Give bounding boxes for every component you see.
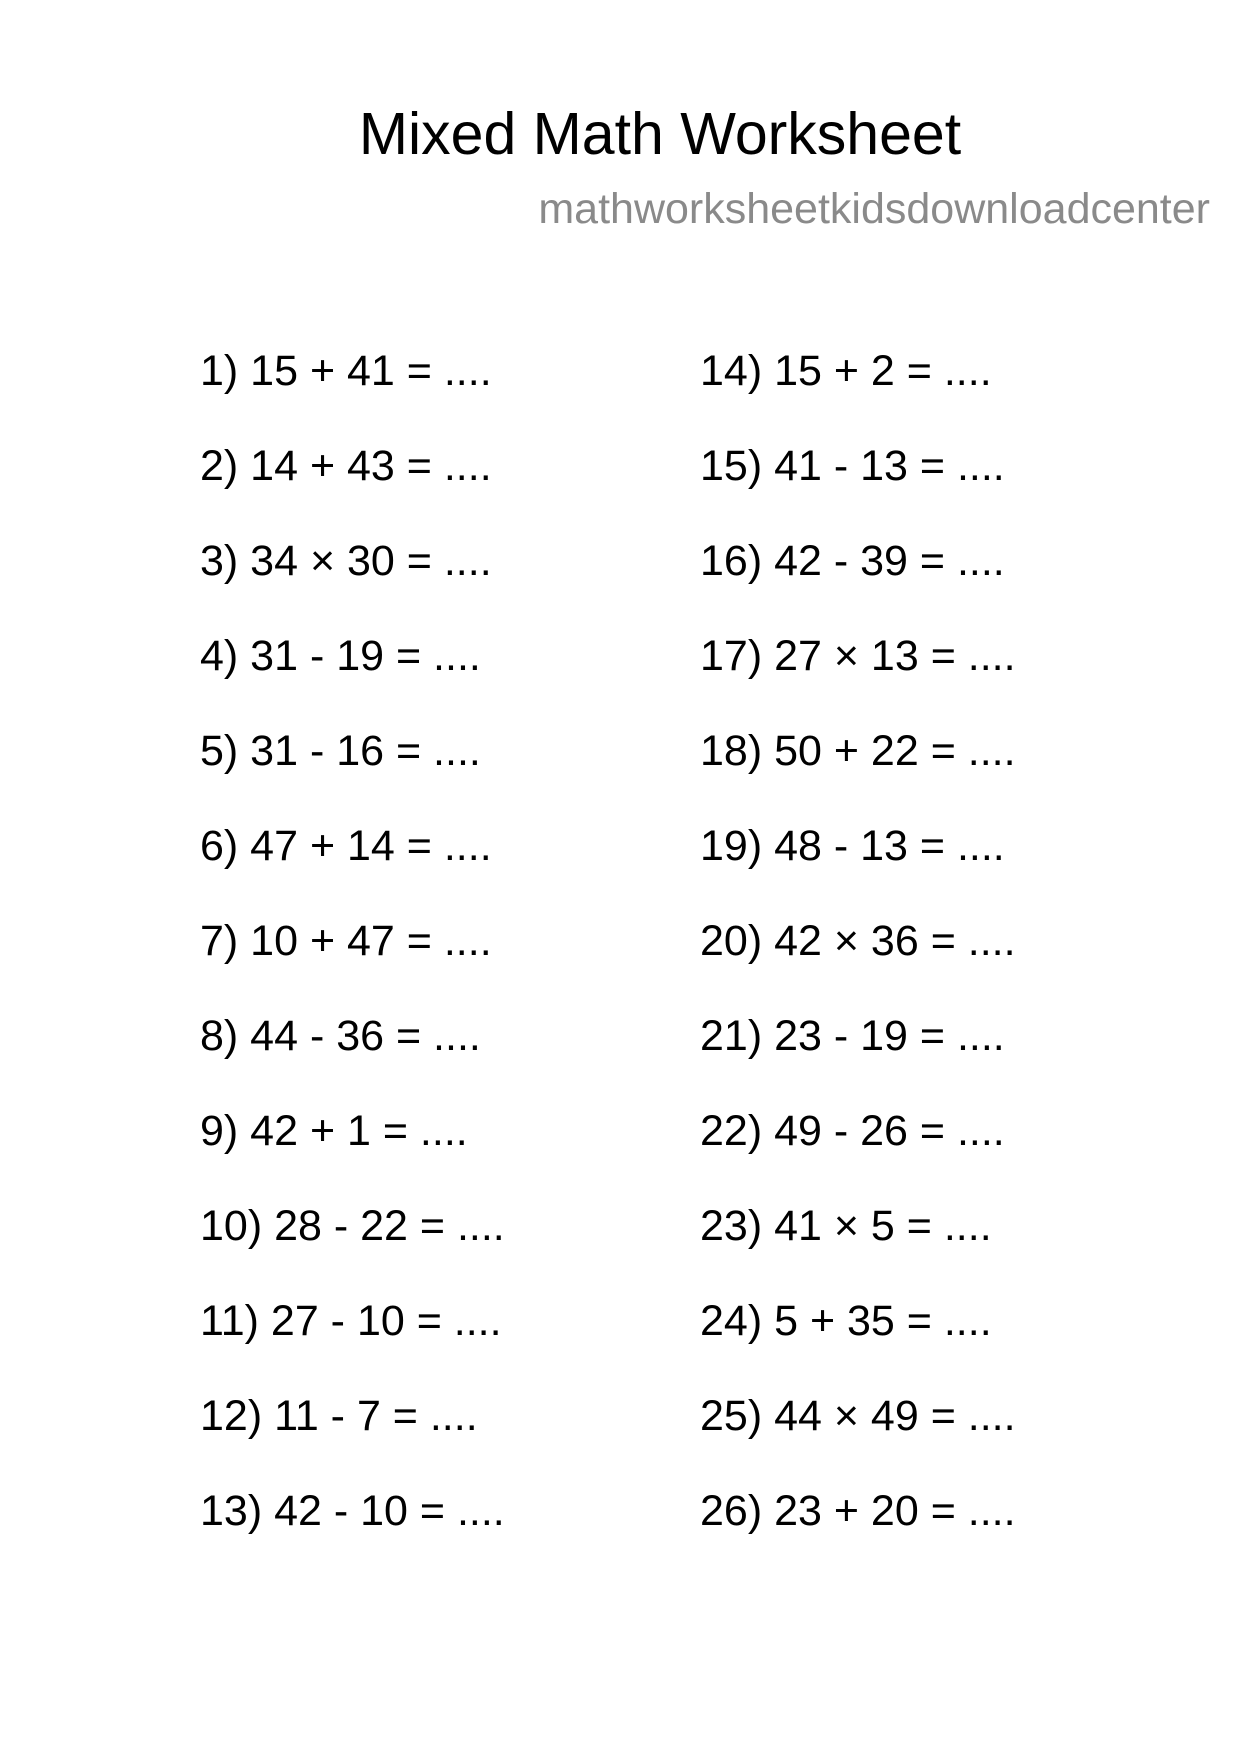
problem-item: 18) 50 + 22 = .... — [700, 727, 1016, 775]
problem-item: 24) 5 + 35 = .... — [700, 1297, 992, 1345]
problem-item: 5) 31 - 16 = .... — [200, 727, 481, 775]
problem-item: 4) 31 - 19 = .... — [200, 632, 481, 680]
problem-item: 12) 11 - 7 = .... — [200, 1392, 478, 1440]
problem-item: 20) 42 × 36 = .... — [700, 917, 1016, 965]
problem-item: 2) 14 + 43 = .... — [200, 442, 492, 490]
problem-item: 10) 28 - 22 = .... — [200, 1202, 505, 1250]
problem-item: 23) 41 × 5 = .... — [700, 1202, 992, 1250]
problem-item: 19) 48 - 13 = .... — [700, 822, 1005, 870]
problem-item: 15) 41 - 13 = .... — [700, 442, 1005, 490]
worksheet-title: Mixed Math Worksheet — [358, 101, 962, 167]
problem-item: 25) 44 × 49 = .... — [700, 1392, 1016, 1440]
problem-item: 22) 49 - 26 = .... — [700, 1107, 1005, 1155]
problem-item: 6) 47 + 14 = .... — [200, 822, 492, 870]
problem-item: 1) 15 + 41 = .... — [200, 347, 492, 395]
problem-item: 21) 23 - 19 = .... — [700, 1012, 1005, 1060]
problem-column-right — [700, 346, 1016, 1581]
source-watermark: mathworksheetkidsdownloadcenter — [538, 185, 1210, 233]
problem-item: 26) 23 + 20 = .... — [700, 1487, 1016, 1535]
problem-item: 7) 10 + 47 = .... — [200, 917, 492, 965]
problem-item: 11) 27 - 10 = .... — [200, 1297, 502, 1345]
problem-item: 16) 42 - 39 = .... — [700, 537, 1005, 585]
problem-item: 9) 42 + 1 = .... — [200, 1107, 468, 1155]
problem-item: 13) 42 - 10 = .... — [200, 1487, 505, 1535]
problem-item: 3) 34 × 30 = .... — [200, 537, 492, 585]
problem-column-left — [200, 346, 505, 1581]
problem-item: 14) 15 + 2 = .... — [700, 347, 992, 395]
problem-item: 17) 27 × 13 = .... — [700, 632, 1016, 680]
problem-item: 8) 44 - 36 = .... — [200, 1012, 481, 1060]
